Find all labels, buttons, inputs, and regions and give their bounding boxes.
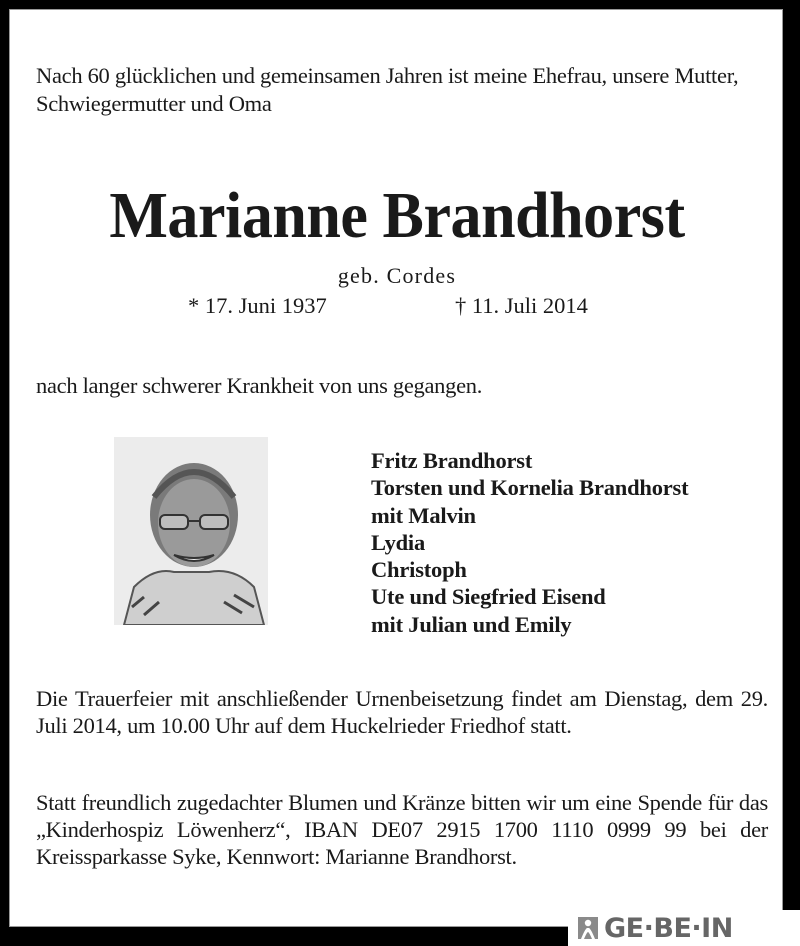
intro-text: Nach 60 glücklichen und gemeinsamen Jahren ist meine Ehefrau, unsere Mutter, Schwiegermutter und Oma xyxy=(36,63,739,116)
donation-info: Statt freundlich zugedachter Blumen und Kränze bitten wir um eine Spende für das „Kinderhospiz Löwenherz“, IBAN DE07 2915 1700 1110 0999 99 bei der Kreissparkasse Syke, Kennwort: Marianne Brandhorst. xyxy=(36,790,768,869)
obituary-card xyxy=(9,9,783,927)
mourner: Ute und Siegfried Eisend xyxy=(371,584,606,610)
mourner: mit Malvin xyxy=(371,502,476,528)
mourner: Lydia xyxy=(371,529,426,555)
gebein-logo-icon xyxy=(578,917,598,939)
maiden-name: geb. Cordes xyxy=(337,263,457,288)
deceased-name: Marianne Brandhorst xyxy=(109,179,685,252)
mourner: Fritz Brandhorst xyxy=(371,448,533,473)
gebein-logo xyxy=(568,910,800,946)
mourner: Christoph xyxy=(371,557,467,583)
portrait-photo xyxy=(114,437,268,625)
passed-text: nach langer schwerer Krankheit von uns gegangen. xyxy=(36,373,483,398)
portrait-image xyxy=(114,437,268,625)
gebein-logo-text: GE·BE·IN xyxy=(604,912,733,944)
mourner: mit Julian und Emily xyxy=(371,611,572,637)
ceremony-info: Die Trauerfeier mit anschließender Urnenbeisetzung findet am Dienstag, dem 29. Juli 2014, um 10.00 Uhr auf dem Huckelrieder Friedhof statt. xyxy=(36,686,768,738)
mourner: Torsten und Kornelia Brandhorst xyxy=(371,475,689,501)
death-date: † 11. Juli 2014 xyxy=(455,293,588,318)
birth-date: * 17. Juni 1937 xyxy=(188,293,327,318)
mourners-list xyxy=(371,447,688,638)
